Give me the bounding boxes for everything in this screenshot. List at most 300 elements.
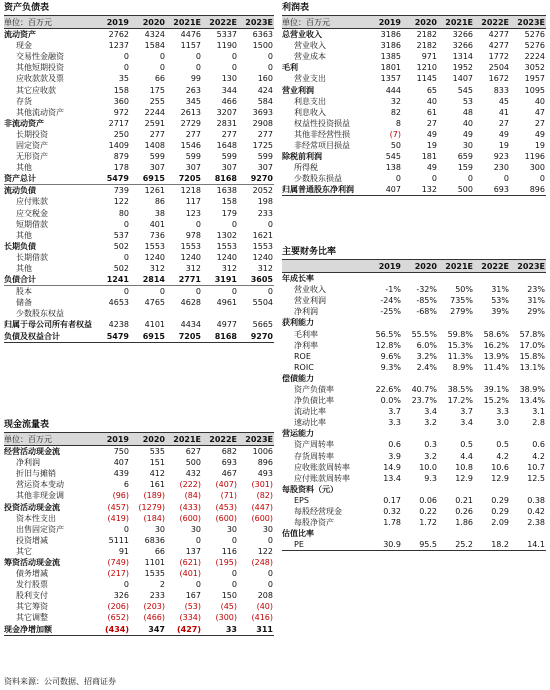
value-cell bbox=[402, 373, 438, 384]
value-cell: 56.5% bbox=[375, 329, 401, 339]
value-cell: 1240 bbox=[144, 252, 165, 262]
value-cell: 66 bbox=[154, 546, 165, 556]
value-cell: 6915 bbox=[130, 331, 166, 343]
value-cell: (600) bbox=[251, 513, 273, 523]
value-cell: 0 bbox=[159, 63, 165, 73]
value-cell: (184) bbox=[143, 513, 165, 523]
value-cell: 40 bbox=[426, 96, 437, 106]
table-row bbox=[282, 328, 546, 339]
row-label: 年成长率 bbox=[282, 274, 314, 284]
value-cell: 5504 bbox=[252, 298, 273, 308]
value-cell: 5276 bbox=[524, 30, 545, 40]
value-cell: 923 bbox=[493, 152, 509, 162]
row-label: 存货 bbox=[16, 96, 32, 106]
value-cell: 6836 bbox=[144, 535, 165, 545]
value-cell: 7205 bbox=[166, 331, 202, 343]
value-cell: 3266 bbox=[452, 41, 473, 51]
value-cell: 116 bbox=[221, 546, 237, 556]
value-cell: 0.38 bbox=[527, 495, 545, 505]
income-statement-panel bbox=[282, 2, 546, 196]
value-cell: 277 bbox=[221, 129, 237, 139]
value-cell: 1240 bbox=[180, 252, 201, 262]
value-cell: 9.6% bbox=[380, 351, 401, 361]
value-cell: 1095 bbox=[524, 85, 545, 95]
table-row bbox=[282, 539, 546, 551]
row-label: 营业收入 bbox=[294, 41, 326, 51]
row-label: 资产负债率 bbox=[294, 384, 334, 394]
value-cell: 978 bbox=[185, 230, 201, 240]
row-label: 权益性投资损益 bbox=[294, 118, 350, 128]
value-cell: 4101 bbox=[144, 320, 165, 330]
value-cell bbox=[438, 317, 474, 328]
value-cell: -85% bbox=[416, 296, 437, 306]
value-cell: -1% bbox=[385, 285, 401, 295]
value-cell: 3.3 bbox=[388, 418, 401, 428]
value-cell: 407 bbox=[366, 184, 402, 196]
table-row bbox=[4, 446, 274, 458]
row-label: 应交税金 bbox=[16, 208, 48, 218]
table-row bbox=[282, 506, 546, 517]
value-cell: 412 bbox=[149, 469, 165, 479]
row-label: ROE bbox=[294, 351, 311, 361]
value-cell: 0 bbox=[159, 52, 165, 62]
value-cell: 4238 bbox=[108, 320, 129, 330]
value-cell: 1772 bbox=[488, 52, 509, 62]
value-cell: 13.4 bbox=[383, 473, 401, 483]
table-row bbox=[282, 40, 546, 51]
value-cell: 1409 bbox=[108, 140, 129, 150]
value-cell: (222) bbox=[179, 480, 201, 490]
value-cell: -32% bbox=[416, 285, 437, 295]
value-cell: 3.2 bbox=[424, 418, 437, 428]
value-cell: 1157 bbox=[180, 41, 201, 51]
value-cell: 2504 bbox=[488, 63, 509, 73]
row-label: 所得税 bbox=[294, 163, 318, 173]
value-cell: 277 bbox=[257, 129, 273, 139]
table-row bbox=[282, 340, 546, 351]
value-cell: 545 bbox=[457, 85, 473, 95]
value-cell: (53) bbox=[184, 602, 201, 612]
value-cell: 345 bbox=[185, 96, 201, 106]
value-cell: 1638 bbox=[202, 185, 238, 197]
row-label: PE bbox=[282, 539, 366, 551]
value-cell: 40.7% bbox=[411, 384, 437, 394]
header-row bbox=[4, 16, 274, 29]
cashflow-table bbox=[4, 432, 274, 636]
value-cell: 0 bbox=[123, 52, 129, 62]
value-cell: 48 bbox=[462, 107, 473, 117]
value-cell: 5479 bbox=[94, 331, 130, 343]
value-cell: 739 bbox=[94, 185, 130, 197]
value-cell: (433) bbox=[179, 502, 201, 512]
value-cell: 4277 bbox=[488, 30, 509, 40]
value-cell: 8.9% bbox=[452, 362, 473, 372]
value-cell: 23% bbox=[527, 285, 545, 295]
value-cell: (1279) bbox=[138, 502, 165, 512]
value-cell: 971 bbox=[421, 52, 437, 62]
value-cell: 3693 bbox=[252, 107, 273, 117]
value-cell bbox=[366, 273, 402, 285]
value-cell bbox=[366, 373, 402, 384]
value-cell: 30.9 bbox=[366, 539, 402, 551]
year-header: 2021E bbox=[166, 16, 202, 29]
value-cell: 4476 bbox=[180, 30, 201, 40]
table-row bbox=[282, 317, 546, 328]
value-cell: 208 bbox=[257, 591, 273, 601]
value-cell: 11.4% bbox=[483, 362, 509, 372]
year-header: 2021E bbox=[438, 260, 474, 273]
table-row bbox=[282, 451, 546, 462]
value-cell: 1801 bbox=[380, 63, 401, 73]
value-cell: 1196 bbox=[524, 152, 545, 162]
value-cell: 5276 bbox=[524, 41, 545, 51]
value-cell: 59.8% bbox=[447, 329, 473, 339]
value-cell bbox=[474, 373, 510, 384]
value-cell: 14.1 bbox=[510, 539, 546, 551]
value-cell: 3266 bbox=[452, 30, 473, 40]
table-row bbox=[282, 51, 546, 62]
value-cell: 5111 bbox=[108, 535, 129, 545]
row-label: 其它调整 bbox=[16, 613, 48, 623]
value-cell: (600) bbox=[179, 513, 201, 523]
table-row bbox=[282, 96, 546, 107]
year-header: 2022E bbox=[474, 260, 510, 273]
row-label: 应收账款周转率 bbox=[294, 462, 350, 472]
cashflow-title: 现金流量表 bbox=[4, 420, 50, 430]
table-row bbox=[4, 173, 274, 185]
value-cell: 1672 bbox=[488, 74, 509, 84]
value-cell: 0 bbox=[395, 174, 401, 184]
value-cell: 49 bbox=[426, 129, 437, 139]
table-row bbox=[4, 524, 274, 535]
value-cell: 6.0% bbox=[416, 340, 437, 350]
table-row bbox=[4, 535, 274, 546]
table-row bbox=[282, 184, 546, 196]
value-cell: 312 bbox=[257, 264, 273, 274]
row-label: 净负债比率 bbox=[294, 396, 334, 406]
value-cell: 1407 bbox=[452, 74, 473, 84]
value-cell: 179 bbox=[221, 208, 237, 218]
value-cell: 160 bbox=[257, 74, 273, 84]
row-label: 获利能力 bbox=[282, 318, 314, 328]
value-cell: 896 bbox=[257, 458, 273, 468]
value-cell: 2814 bbox=[142, 275, 165, 285]
row-label: 长期借款 bbox=[16, 252, 48, 262]
value-cell: 1237 bbox=[108, 41, 129, 51]
year-header: 2019 bbox=[366, 16, 402, 29]
table-row bbox=[4, 230, 274, 241]
table-row bbox=[4, 490, 274, 501]
value-cell: 57.8% bbox=[519, 329, 545, 339]
value-cell: 311 bbox=[238, 624, 274, 636]
value-cell: 0 bbox=[231, 535, 237, 545]
value-cell: 25.2 bbox=[438, 539, 474, 551]
row-label: 营业利润 bbox=[294, 296, 326, 306]
row-label: 除税前利润 bbox=[282, 152, 322, 162]
row-label: 投资活动现金流 bbox=[4, 502, 60, 512]
value-cell: 122 bbox=[113, 197, 129, 207]
table-row bbox=[282, 306, 546, 317]
row-label: 其他非现金调 bbox=[16, 491, 64, 501]
table-row bbox=[282, 373, 546, 384]
value-cell: 49 bbox=[534, 129, 545, 139]
value-cell: 1357 bbox=[380, 74, 401, 84]
row-label: 负债及权益合计 bbox=[4, 331, 94, 343]
value-cell: 432 bbox=[185, 469, 201, 479]
value-cell: 178 bbox=[113, 163, 129, 173]
value-cell: 1584 bbox=[144, 41, 165, 51]
value-cell: 500 bbox=[185, 458, 201, 468]
value-cell bbox=[438, 373, 474, 384]
value-cell: 5337 bbox=[216, 30, 237, 40]
row-label: 其他 bbox=[16, 264, 32, 274]
table-row bbox=[4, 308, 274, 319]
value-cell: 4277 bbox=[488, 41, 509, 51]
value-cell: 4628 bbox=[180, 298, 201, 308]
table-row bbox=[4, 140, 274, 151]
value-cell: 307 bbox=[257, 163, 273, 173]
value-cell bbox=[402, 484, 438, 495]
value-cell: 1.72 bbox=[419, 518, 437, 528]
value-cell: (434) bbox=[94, 624, 130, 636]
value-cell: 0 bbox=[130, 286, 166, 298]
value-cell: 18.2 bbox=[474, 539, 510, 551]
value-cell: 117 bbox=[185, 197, 201, 207]
table-row bbox=[4, 73, 274, 84]
value-cell: 39% bbox=[491, 307, 509, 317]
value-cell: 277 bbox=[149, 129, 165, 139]
table-row bbox=[4, 331, 274, 343]
year-header: 2021E bbox=[438, 16, 474, 29]
value-cell bbox=[474, 428, 510, 439]
value-cell: 360 bbox=[113, 96, 129, 106]
value-cell: (407) bbox=[215, 480, 237, 490]
row-label: 每股资料（元） bbox=[282, 484, 338, 494]
value-cell: 9270 bbox=[238, 331, 274, 343]
value-cell: 161 bbox=[149, 480, 165, 490]
value-cell: 13.1% bbox=[519, 362, 545, 372]
value-cell: 2.4% bbox=[416, 362, 437, 372]
value-cell: 0 bbox=[231, 219, 237, 229]
table-row bbox=[4, 241, 274, 252]
value-cell: 15.2% bbox=[483, 396, 509, 406]
value-cell: 659 bbox=[457, 152, 473, 162]
row-label: 速动比率 bbox=[294, 418, 326, 428]
value-cell: (457) bbox=[107, 502, 129, 512]
value-cell: 493 bbox=[257, 469, 273, 479]
value-cell: 537 bbox=[113, 230, 129, 240]
value-cell: 32 bbox=[390, 96, 401, 106]
value-cell: 500 bbox=[438, 184, 474, 196]
value-cell: 1241 bbox=[106, 275, 129, 285]
value-cell: 39.1% bbox=[483, 384, 509, 394]
row-label: 股本 bbox=[4, 286, 94, 298]
year-header: 2023E bbox=[510, 16, 546, 29]
value-cell: 4.2 bbox=[532, 451, 545, 461]
year-header: 2020 bbox=[402, 16, 438, 29]
row-label: 流动比率 bbox=[294, 407, 326, 417]
value-cell: 1314 bbox=[452, 52, 473, 62]
table-row bbox=[4, 84, 274, 95]
table-row bbox=[4, 590, 274, 601]
value-cell: 12.9 bbox=[491, 473, 509, 483]
value-cell: 307 bbox=[149, 163, 165, 173]
value-cell: (96) bbox=[112, 491, 129, 501]
value-cell: 91 bbox=[118, 546, 129, 556]
value-cell: 3.2 bbox=[424, 451, 437, 461]
value-cell: 55.5% bbox=[411, 329, 437, 339]
row-label: 债务增减 bbox=[16, 569, 48, 579]
table-row bbox=[282, 284, 546, 295]
value-cell: 2729 bbox=[180, 118, 201, 128]
value-cell: 5479 bbox=[106, 174, 129, 184]
table-row bbox=[282, 151, 546, 162]
value-cell: 599 bbox=[257, 152, 273, 162]
year-header: 2020 bbox=[130, 16, 166, 29]
table-row bbox=[4, 468, 274, 479]
value-cell: 230 bbox=[493, 163, 509, 173]
table-row bbox=[282, 406, 546, 417]
value-cell: 0.32 bbox=[383, 507, 401, 517]
value-cell: 9.3% bbox=[380, 362, 401, 372]
value-cell: 4653 bbox=[108, 298, 129, 308]
value-cell: 4977 bbox=[216, 320, 237, 330]
value-cell: 0.21 bbox=[455, 495, 473, 505]
table-row bbox=[4, 297, 274, 308]
value-cell: 250 bbox=[113, 129, 129, 139]
balance-sheet-panel bbox=[4, 2, 274, 343]
value-cell: 444 bbox=[385, 85, 401, 95]
row-label: 总营业收入 bbox=[282, 30, 322, 40]
row-label: 净利润 bbox=[16, 458, 40, 468]
table-row bbox=[4, 546, 274, 557]
value-cell: 2591 bbox=[144, 118, 165, 128]
value-cell: 132 bbox=[402, 184, 438, 196]
value-cell: 27 bbox=[498, 118, 509, 128]
row-label: 经营活动现金流 bbox=[4, 447, 60, 457]
value-cell: 30 bbox=[226, 524, 237, 534]
value-cell: -24% bbox=[380, 296, 401, 306]
value-cell: (189) bbox=[143, 491, 165, 501]
value-cell: (334) bbox=[179, 613, 201, 623]
value-cell: 6363 bbox=[252, 30, 273, 40]
value-cell: 347 bbox=[130, 624, 166, 636]
value-cell: 3191 bbox=[214, 275, 237, 285]
year-header: 2022E bbox=[474, 16, 510, 29]
row-label: 归属普通股东净利润 bbox=[282, 184, 366, 196]
value-cell: (7) bbox=[389, 129, 401, 139]
value-cell: 8 bbox=[395, 118, 401, 128]
value-cell: 0 bbox=[539, 174, 545, 184]
row-label: 估值比率 bbox=[282, 529, 314, 539]
value-cell: 0.26 bbox=[455, 507, 473, 517]
table-row bbox=[4, 274, 274, 286]
year-header: 2022E bbox=[202, 16, 238, 29]
value-cell: (71) bbox=[220, 491, 237, 501]
value-cell: 49 bbox=[426, 163, 437, 173]
value-cell: 3186 bbox=[380, 41, 401, 51]
value-cell: 12.9 bbox=[455, 473, 473, 483]
year-header: 2020 bbox=[402, 260, 438, 273]
value-cell: (40) bbox=[256, 602, 273, 612]
value-cell: 95.5 bbox=[402, 539, 438, 551]
table-row bbox=[4, 219, 274, 230]
row-label: 投资增减 bbox=[16, 535, 48, 545]
value-cell bbox=[474, 528, 510, 539]
value-cell bbox=[402, 428, 438, 439]
value-cell: 0.17 bbox=[383, 495, 401, 505]
value-cell: 627 bbox=[185, 447, 201, 457]
row-label: 非经常项目损益 bbox=[294, 140, 350, 150]
row-label: 归属于母公司所有者权益 bbox=[4, 320, 92, 330]
value-cell: 10.6 bbox=[491, 462, 509, 472]
value-cell: 1385 bbox=[380, 52, 401, 62]
value-cell: (416) bbox=[251, 613, 273, 623]
value-cell: 33 bbox=[202, 624, 238, 636]
value-cell: 312 bbox=[221, 264, 237, 274]
table-row bbox=[4, 263, 274, 274]
cashflow-panel bbox=[4, 419, 274, 636]
year-header: 2023E bbox=[238, 433, 274, 446]
value-cell: 3.9 bbox=[388, 451, 401, 461]
value-cell: 159 bbox=[457, 163, 473, 173]
value-cell: 0 bbox=[267, 535, 273, 545]
table-row bbox=[282, 273, 546, 285]
row-label: 每股经营现金 bbox=[294, 507, 342, 517]
value-cell: 29% bbox=[527, 307, 545, 317]
table-row bbox=[4, 62, 274, 73]
value-cell: 693 bbox=[474, 184, 510, 196]
value-cell: 14.9 bbox=[383, 462, 401, 472]
value-cell: 1553 bbox=[216, 241, 237, 251]
value-cell: 35 bbox=[118, 74, 129, 84]
table-row bbox=[282, 384, 546, 395]
value-cell: 1240 bbox=[252, 252, 273, 262]
value-cell: 40 bbox=[534, 96, 545, 106]
value-cell: 0 bbox=[195, 63, 201, 73]
value-cell: 17.0% bbox=[519, 340, 545, 350]
value-cell bbox=[238, 308, 274, 319]
row-label: 长期投资 bbox=[16, 129, 48, 139]
value-cell: (203) bbox=[143, 602, 165, 612]
value-cell: 599 bbox=[149, 152, 165, 162]
value-cell: 0 bbox=[267, 569, 273, 579]
value-cell: 1145 bbox=[416, 74, 437, 84]
value-cell: 0 bbox=[267, 219, 273, 229]
value-cell: 49 bbox=[498, 129, 509, 139]
value-cell: 233 bbox=[149, 591, 165, 601]
value-cell: (621) bbox=[179, 557, 201, 567]
table-row bbox=[4, 557, 274, 568]
table-row bbox=[282, 129, 546, 140]
table-row bbox=[282, 428, 546, 439]
row-label: 应付账款 bbox=[16, 197, 48, 207]
row-label: 其他短期投资 bbox=[16, 63, 64, 73]
value-cell: 2.8 bbox=[532, 418, 545, 428]
row-label: 负债合计 bbox=[4, 275, 36, 285]
year-header: 2023E bbox=[238, 16, 274, 29]
value-cell: 38.9% bbox=[519, 384, 545, 394]
value-cell: (419) bbox=[107, 513, 129, 523]
value-cell: 1240 bbox=[216, 252, 237, 262]
table-row bbox=[4, 286, 274, 298]
value-cell: 0 bbox=[467, 174, 473, 184]
value-cell: 3207 bbox=[216, 107, 237, 117]
value-cell bbox=[510, 484, 546, 495]
row-label: 利息收入 bbox=[294, 107, 326, 117]
value-cell: 3186 bbox=[380, 30, 401, 40]
income-statement-table bbox=[282, 15, 546, 196]
